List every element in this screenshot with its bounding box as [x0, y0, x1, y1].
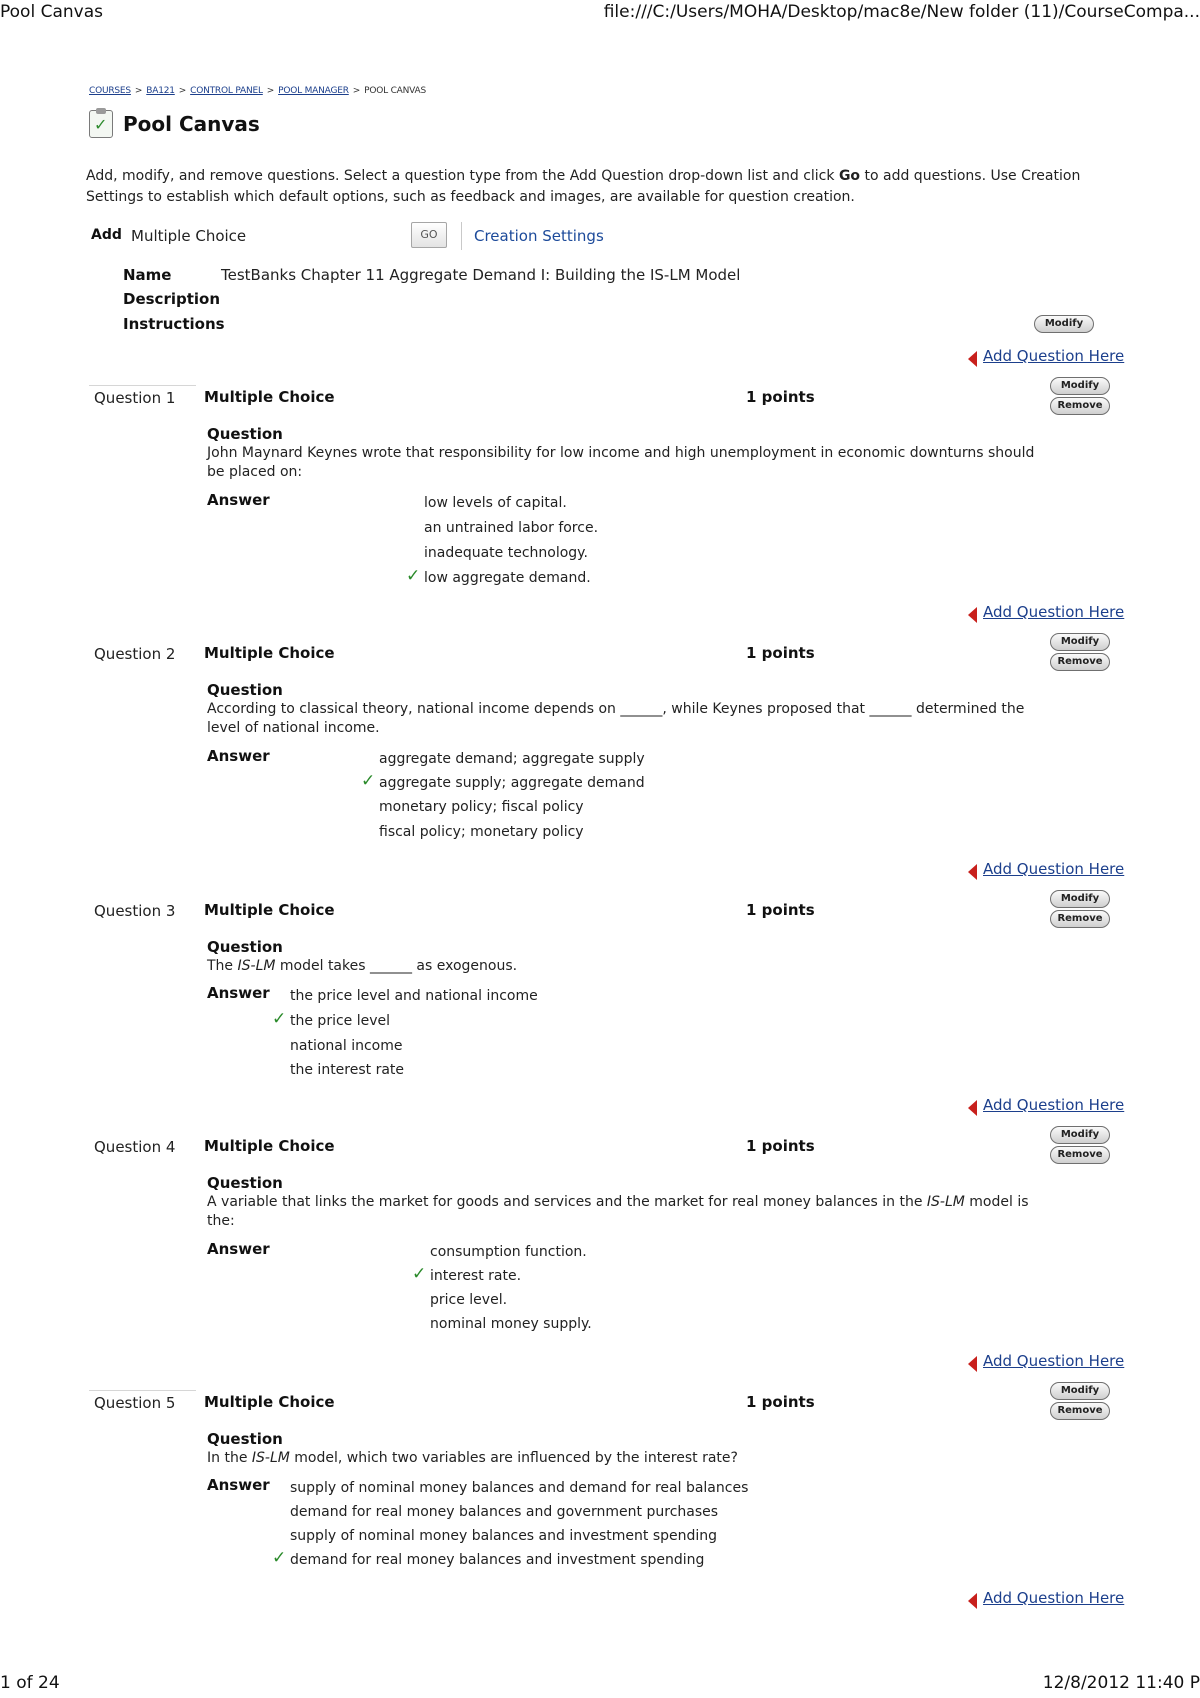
- breadcrumb-control-panel[interactable]: CONTROL PANEL: [190, 86, 263, 96]
- answer-option: the price level and national income: [290, 988, 538, 1004]
- answer-option-correct: ✓ the price level: [272, 1009, 391, 1029]
- question-number: Question 2: [94, 645, 176, 663]
- print-datetime: 12/8/2012 11:40 P: [1042, 1673, 1200, 1693]
- question-block-3: [0, 893, 1200, 1118]
- print-header-title: Pool Canvas: [0, 2, 103, 22]
- breadcrumb-current: POOL CANVAS: [364, 86, 427, 96]
- remove-button[interactable]: Remove: [1050, 910, 1110, 928]
- checkmark-icon: ✓: [406, 566, 421, 586]
- question-number: Question 1: [89, 385, 196, 409]
- question-points: 1 points: [746, 644, 815, 662]
- answer-option: monetary policy; fiscal policy: [379, 799, 584, 815]
- question-points: 1 points: [746, 1137, 815, 1155]
- answer-label: Answer: [207, 491, 270, 509]
- breadcrumb-courses[interactable]: COURSES: [89, 86, 131, 96]
- checkmark-icon: ✓: [272, 1009, 287, 1029]
- answer-option: an untrained labor force.: [424, 520, 599, 536]
- remove-button[interactable]: Remove: [1050, 1402, 1110, 1420]
- answer-label: Answer: [207, 1240, 270, 1258]
- checkmark-icon: ✓: [412, 1264, 427, 1284]
- page-instructions: Add, modify, and remove questions. Select a question type from the Add Question drop-down list and click Go to add questions. Use Creation Settings to establish which default options, such as feedback and images, are available for question creation.: [86, 168, 1081, 205]
- red-arrow-icon: [968, 1356, 977, 1372]
- breadcrumb-course[interactable]: BA121: [146, 86, 175, 96]
- question-text: According to classical theory, national income depends on ______, while Keynes proposed that ______ determined the level of national income.: [207, 701, 1025, 736]
- answer-option: national income: [290, 1038, 403, 1054]
- question-block-5: [0, 1385, 1200, 1610]
- question-block-4: [0, 1129, 1200, 1354]
- question-type: Multiple Choice: [204, 644, 335, 662]
- answer-option-correct: ✓ aggregate supply; aggregate demand: [361, 771, 645, 791]
- question-points: 1 points: [746, 388, 815, 406]
- pool-name-value: TestBanks Chapter 11 Aggregate Demand I: Building the IS-LM Model: [221, 266, 741, 284]
- question-type: Multiple Choice: [204, 901, 335, 919]
- pool-description-label: Description: [123, 290, 221, 308]
- modify-button[interactable]: Modify: [1050, 1382, 1110, 1400]
- breadcrumb: [89, 86, 426, 96]
- question-type: Multiple Choice: [204, 1137, 335, 1155]
- remove-button[interactable]: Remove: [1050, 397, 1110, 415]
- print-header: [0, 0, 1200, 26]
- question-type: Multiple Choice: [204, 1393, 335, 1411]
- question-label: Question: [207, 681, 283, 699]
- pool-name-label: Name: [123, 266, 172, 284]
- answer-option-correct: ✓ low aggregate demand.: [406, 566, 591, 586]
- breadcrumb-separator: >: [266, 86, 275, 96]
- question-text: In the IS-LM model, which two variables are influenced by the interest rate?: [207, 1450, 738, 1466]
- question-label: Question: [207, 425, 283, 443]
- question-number: Question 5: [89, 1390, 196, 1414]
- red-arrow-icon: [968, 1100, 977, 1116]
- answer-option: demand for real money balances and government purchases: [290, 1504, 719, 1520]
- clipboard-check-icon: ✓: [89, 110, 113, 138]
- answer-option: low levels of capital.: [424, 495, 567, 511]
- checkmark-icon: ✓: [272, 1548, 287, 1568]
- answer-option: inadequate technology.: [424, 545, 588, 561]
- pool-modify-button[interactable]: Modify: [1034, 315, 1094, 333]
- page-title: Pool Canvas: [123, 112, 260, 136]
- breadcrumb-separator: >: [134, 86, 143, 96]
- answer-option: consumption function.: [430, 1244, 587, 1260]
- question-label: Question: [207, 938, 283, 956]
- red-arrow-icon: [968, 1593, 977, 1609]
- answer-option-correct: ✓ demand for real money balances and investment spending: [272, 1548, 705, 1568]
- go-button[interactable]: GO: [411, 222, 447, 248]
- question-points: 1 points: [746, 901, 815, 919]
- question-block-2: [0, 636, 1200, 861]
- remove-button[interactable]: Remove: [1050, 1146, 1110, 1164]
- question-label: Question: [207, 1174, 283, 1192]
- answer-label: Answer: [207, 984, 270, 1002]
- pool-instructions-row: [123, 315, 225, 333]
- add-question-bar: [91, 222, 1111, 252]
- question-number: Question 4: [94, 1138, 176, 1156]
- modify-button[interactable]: Modify: [1050, 1126, 1110, 1144]
- red-arrow-icon: [968, 864, 977, 880]
- question-number: Question 3: [94, 902, 176, 920]
- answer-option: supply of nominal money balances and demand for real balances: [290, 1480, 749, 1496]
- question-points: 1 points: [746, 1393, 815, 1411]
- breadcrumb-pool-manager[interactable]: POOL MANAGER: [278, 86, 349, 96]
- divider: [461, 222, 462, 250]
- go-emphasis: Go: [838, 168, 861, 184]
- answer-option: the interest rate: [290, 1062, 405, 1078]
- modify-button[interactable]: Modify: [1050, 377, 1110, 395]
- answer-label: Answer: [207, 747, 270, 765]
- answer-option: fiscal policy; monetary policy: [379, 824, 584, 840]
- remove-button[interactable]: Remove: [1050, 653, 1110, 671]
- answer-option: aggregate demand; aggregate supply: [379, 751, 645, 767]
- answer-option-correct: ✓ interest rate.: [412, 1264, 522, 1284]
- breadcrumb-separator: >: [178, 86, 187, 96]
- pool-description-row: [123, 290, 221, 308]
- red-arrow-icon: [968, 607, 977, 623]
- question-text: The IS-LM model takes ______ as exogenous.: [207, 958, 518, 974]
- red-arrow-icon: [968, 351, 977, 367]
- answer-label: Answer: [207, 1476, 270, 1494]
- checkmark-icon: ✓: [361, 771, 376, 791]
- modify-button[interactable]: Modify: [1050, 633, 1110, 651]
- question-text: A variable that links the market for goods and services and the market for real money balances in the IS-LM model is the:: [207, 1194, 1029, 1229]
- pool-name-row: [123, 266, 740, 284]
- answer-option: nominal money supply.: [430, 1316, 592, 1332]
- answer-option: price level.: [430, 1292, 508, 1308]
- print-header-url: file:///C:/Users/MOHA/Desktop/mac8e/New folder (11)/CourseCompa...: [603, 2, 1200, 22]
- answer-option: supply of nominal money balances and investment spending: [290, 1528, 718, 1544]
- question-type-select[interactable]: Multiple Choice: [131, 227, 247, 245]
- question-text: John Maynard Keynes wrote that responsibility for low income and high unemployment in economic downturns should be placed on:: [207, 445, 1035, 480]
- question-label: Question: [207, 1430, 283, 1448]
- print-footer: [0, 1673, 1200, 1697]
- pool-instructions-label: Instructions: [123, 315, 225, 333]
- add-label: Add: [91, 227, 122, 243]
- creation-settings-link[interactable]: Creation Settings: [474, 227, 604, 245]
- page-count: 1 of 24: [0, 1673, 60, 1693]
- modify-button[interactable]: Modify: [1050, 890, 1110, 908]
- question-block-1: [0, 380, 1200, 605]
- question-type: Multiple Choice: [204, 388, 335, 406]
- breadcrumb-separator: >: [352, 86, 361, 96]
